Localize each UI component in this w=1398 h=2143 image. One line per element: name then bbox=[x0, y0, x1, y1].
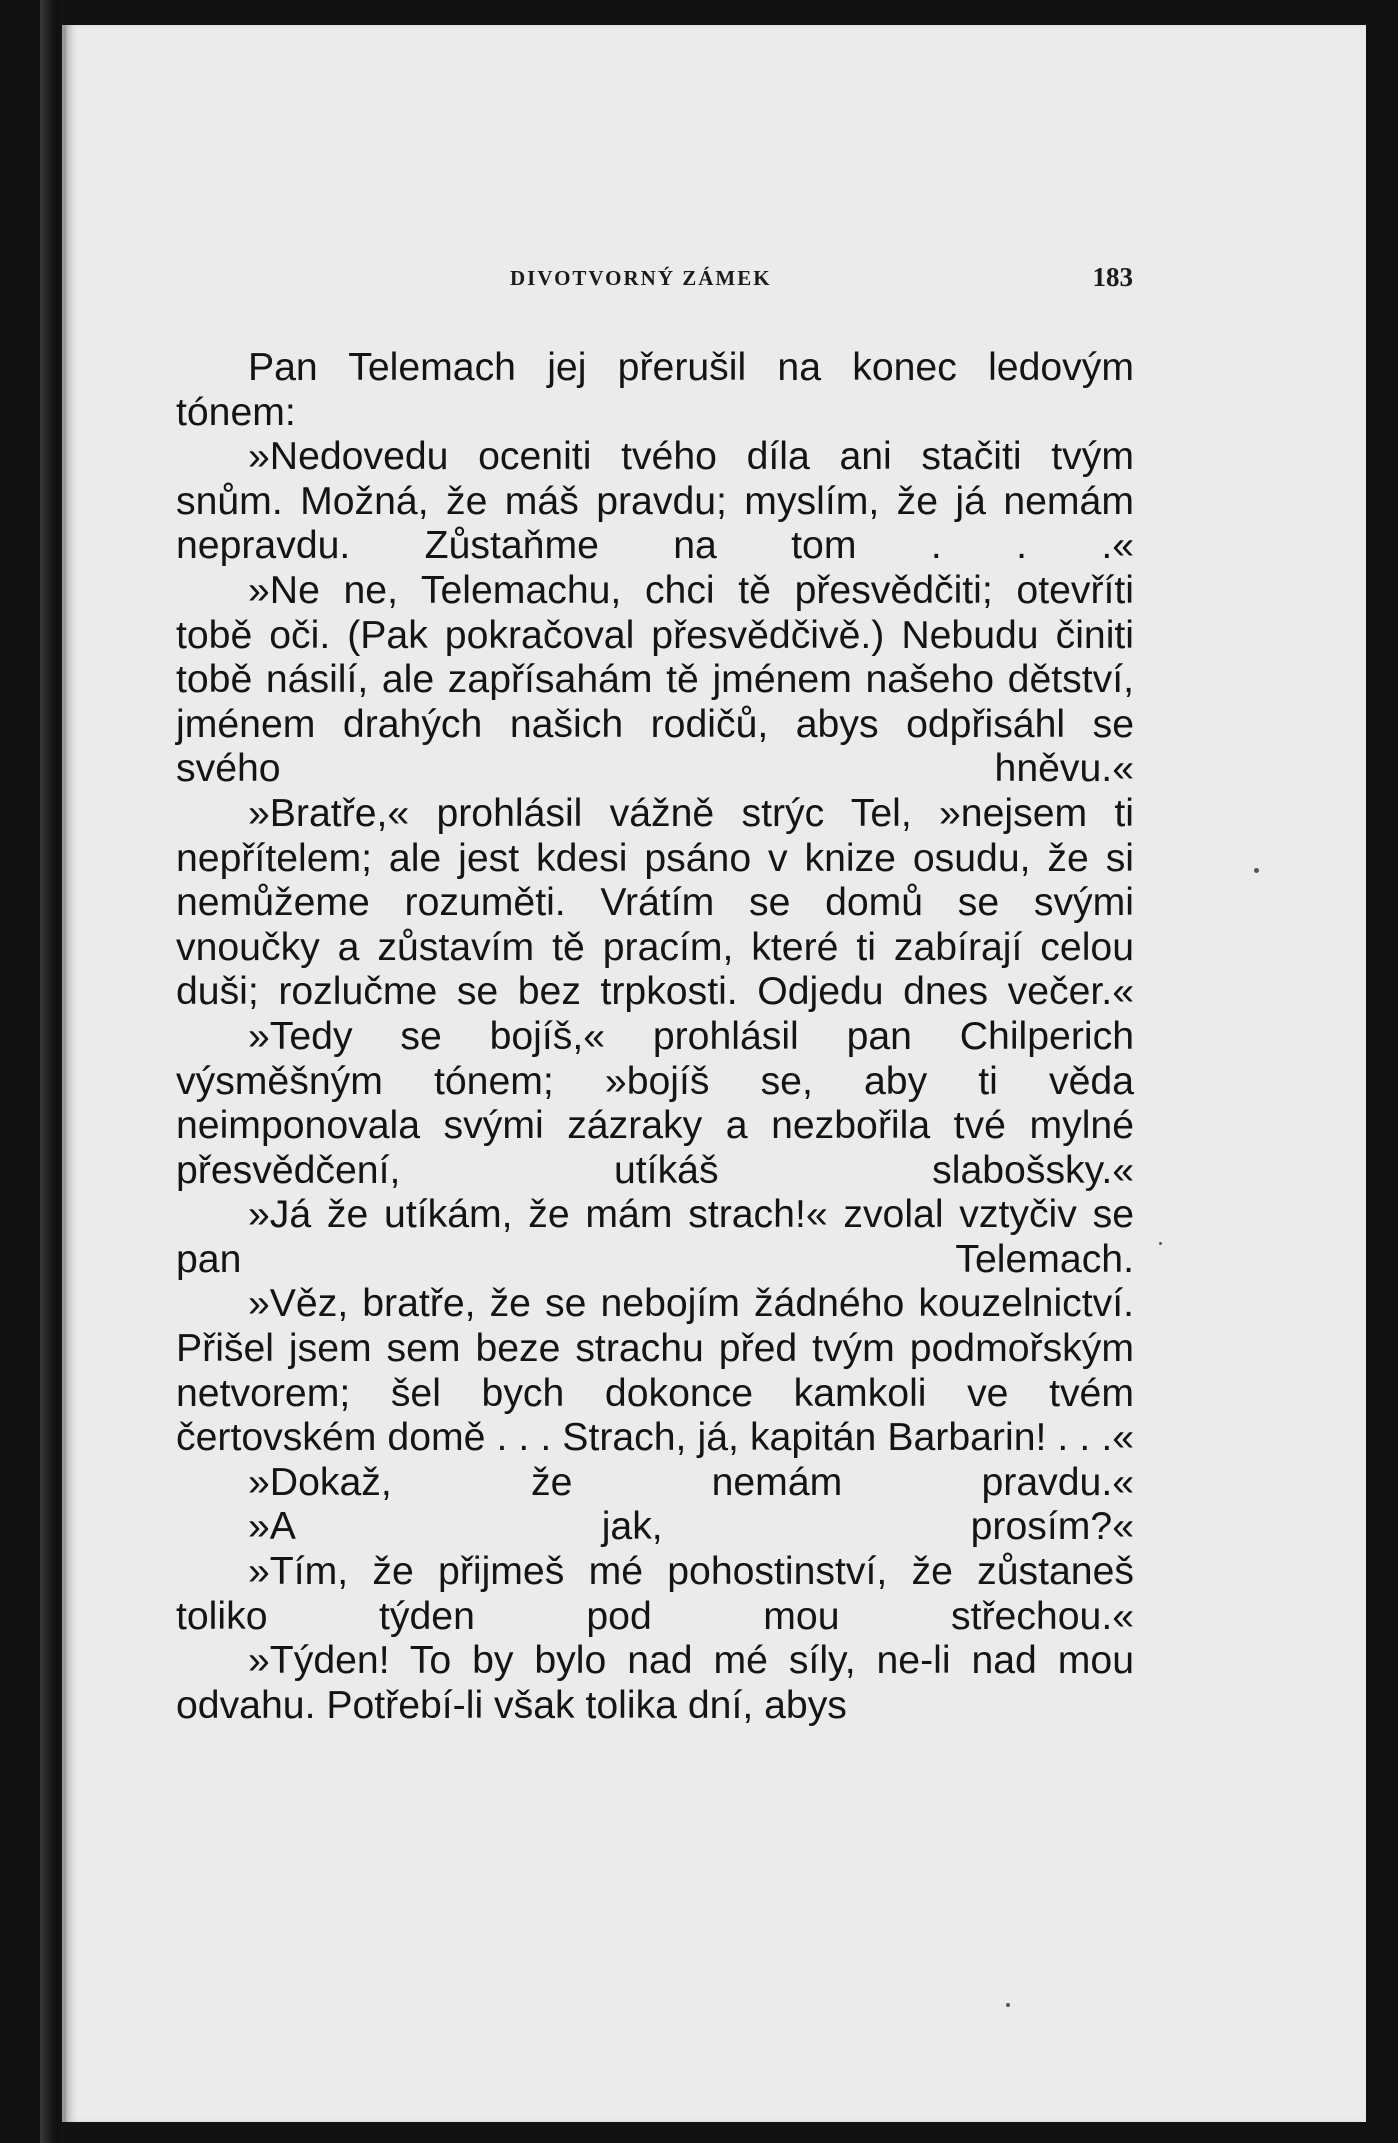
paragraph: »Tím, že přijmeš mé pohostinství, že zůstaneš toliko týden pod mou střechou.« bbox=[176, 1550, 1134, 1638]
body-text bbox=[176, 346, 1134, 1728]
paper-speck bbox=[1159, 1242, 1162, 1245]
paragraph: »Věz, bratře, že se nebojím žádného kouzelnictví. Přišel jsem sem beze strachu před tvým podmořským netvorem; šel bych dokonce kamkoli ve tvém čertovském domě . . . Strach, já, kapitán Barbarin! . . .« bbox=[176, 1282, 1134, 1460]
paragraph: »Tedy se bojíš,« prohlásil pan Chilperich výsměšným tónem; »bojíš se, aby ti věda neimponovala svými zázraky a nezbořila tvé mylné přesvědčení, utíkáš slabošsky.« bbox=[176, 1014, 1134, 1192]
paragraph: Pan Telemach jej přerušil na konec ledovým tónem: bbox=[176, 346, 1134, 434]
page-header bbox=[175, 262, 1133, 306]
paper-speck bbox=[1006, 2003, 1010, 2007]
paragraph: »Já že utíkám, že mám strach!« zvolal vztyčiv se pan Telemach. bbox=[176, 1193, 1134, 1281]
page-number: 183 bbox=[1092, 262, 1133, 292]
paragraph: »Dokaž, že nemám pravdu.« bbox=[248, 1460, 1134, 1504]
running-title: DIVOTVORNÝ ZÁMEK bbox=[510, 266, 772, 290]
paragraph: »Ne ne, Telemachu, chci tě přesvědčiti; otevříti tobě oči. (Pak pokračoval přesvědčivě.) Nebudu činiti tobě násilí, ale zapřísahám tě jménem našeho dětství, jménem drahých našich rodičů, abys odpřisáhl se svého hněvu.« bbox=[176, 568, 1134, 791]
paragraph: »A jak, prosím?« bbox=[248, 1505, 1134, 1549]
paragraph: »Bratře,« prohlásil vážně strýc Tel, »nejsem ti nepřítelem; ale jest kdesi psáno v knize osudu, že si nemůžeme rozuměti. Vrátím se domů se svými vnoučky a zůstavím tě pracím, které ti zabírají celou duši; rozlučme se bez trpkosti. Odjedu dnes večer.« bbox=[176, 791, 1134, 1014]
paragraph: »Týden! To by bylo nad mé síly, ne-li nad mou odvahu. Potřebí-li však tolika dní, abys bbox=[176, 1639, 1134, 1727]
paragraph: »Nedovedu oceniti tvého díla ani stačiti tvým snům. Možná, že máš pravdu; myslím, že já nemám nepravdu. Zůstaňme na tom . . .« bbox=[176, 435, 1134, 568]
book-gutter bbox=[40, 0, 58, 2143]
paper-speck bbox=[1254, 868, 1259, 873]
